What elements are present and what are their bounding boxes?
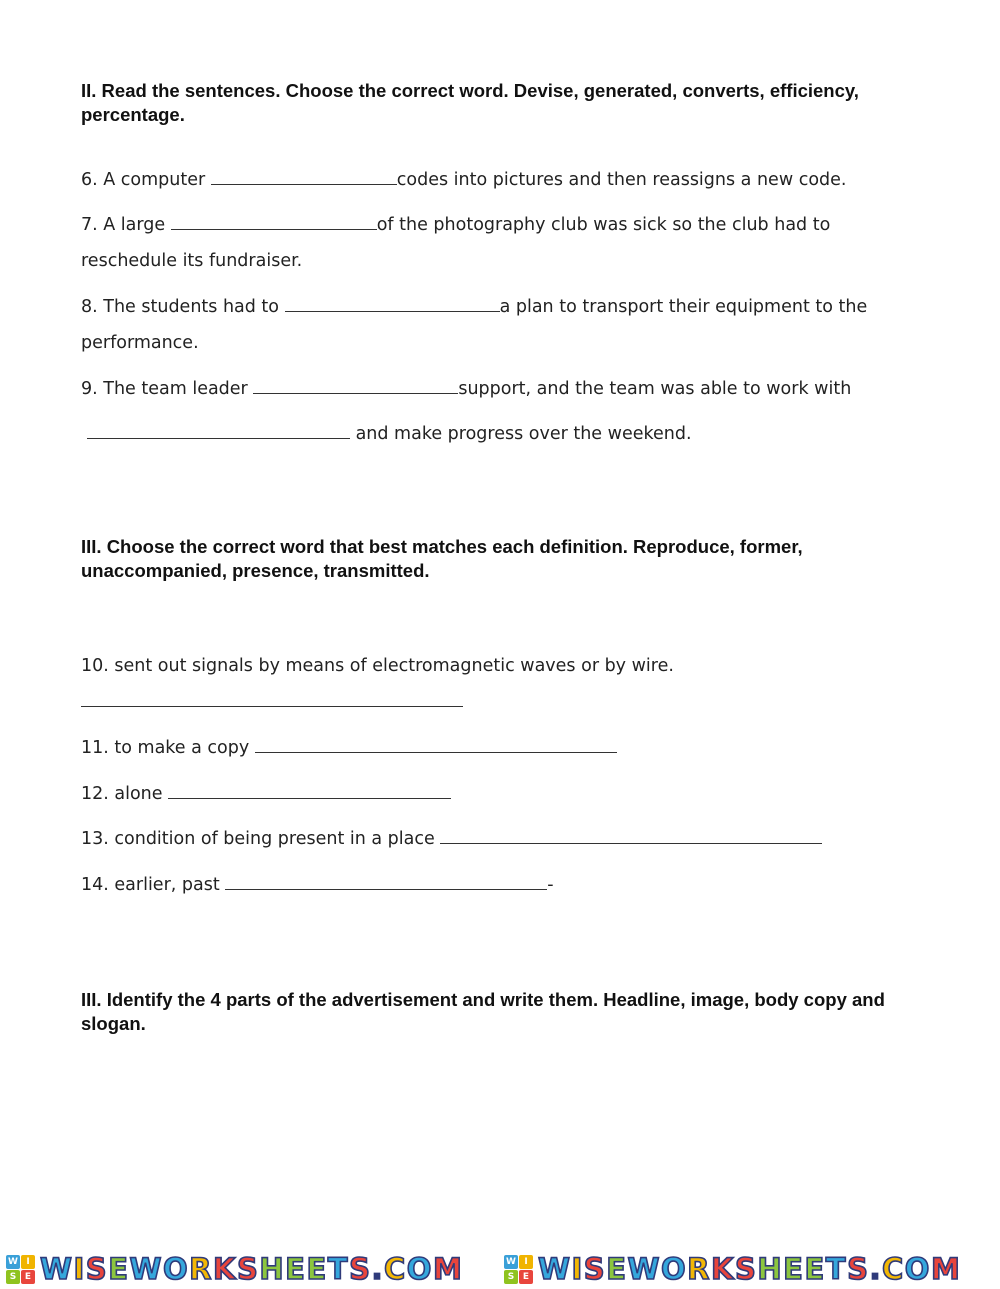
q9-text-continued: and make progress over the weekend. [350,424,692,444]
q9-answer-blank-1[interactable] [253,378,458,394]
section-2-heading: II. Read the sentences. Choose the correct word. Devise, generated, converts, efficiency, percentage. [81,80,859,125]
brand-letter: K [213,1252,237,1286]
brand-letter: W [627,1252,661,1286]
brand-letter: O [661,1252,688,1286]
brand-letter: S [583,1252,607,1286]
brand-letter: M [432,1252,464,1286]
logo-letter: S [504,1270,518,1284]
q11-text: 11. to make a copy [81,738,255,758]
q9-answer-blank-2[interactable] [87,423,350,439]
q8-text-after: a plan to transport their equipment to the [499,297,868,317]
brand-letter: H [259,1252,286,1286]
question-8-continued: performance. [81,333,199,353]
brand-letter: S [85,1252,109,1286]
brand-letter: E [783,1252,805,1286]
question-8 [81,295,867,319]
brand-letter: E [804,1252,826,1286]
q9-text-after: support, and the team was able to work with [458,379,852,399]
q7-text-after: of the photography club was sick so the club had to [376,215,831,235]
q11-answer-blank[interactable] [255,737,617,753]
question-9-continued [87,422,692,446]
brand-letter: W [40,1252,74,1286]
q14-answer-blank[interactable] [225,874,547,890]
q14-text-after: - [547,875,554,895]
q13-answer-blank[interactable] [440,828,822,844]
q12-text: 12. alone [81,784,169,804]
q14-text: 14. earlier, past [81,875,226,895]
question-10: 10. sent out signals by means of electromagnetic waves or by wire. [81,656,674,676]
q6-text-before: 6. A computer [81,170,211,190]
brand-letter: I [73,1252,86,1286]
question-13 [81,827,822,851]
brand-letter: C [384,1252,407,1286]
q12-answer-blank[interactable] [168,783,451,799]
logo-letter: I [519,1255,533,1269]
q6-text-after: codes into pictures and then reassigns a new code. [396,170,847,190]
q8-answer-blank[interactable] [285,296,500,312]
brand-letter: O [163,1252,190,1286]
wise-logo-icon [6,1255,35,1284]
footer-brand-right [504,1253,961,1285]
logo-letter: W [504,1255,518,1269]
brand-letter: E [306,1252,328,1286]
question-12 [81,782,451,806]
brand-letter: O [904,1252,931,1286]
logo-letter: E [519,1270,533,1284]
brand-letter: S [734,1252,758,1286]
question-10-answer-line [81,690,463,714]
brand-letter: E [285,1252,307,1286]
brand-letter: W [538,1252,572,1286]
q7-answer-blank[interactable] [171,214,377,230]
brand-letter: R [189,1252,213,1286]
brand-letter: . [869,1252,882,1286]
brand-letter: H [757,1252,784,1286]
logo-letter: I [21,1255,35,1269]
brand-letter: K [711,1252,735,1286]
logo-letter: E [21,1270,35,1284]
footer-brand-left [6,1253,463,1285]
brand-letter: E [108,1252,130,1286]
footer-watermark [0,1252,1000,1289]
q7-text-before: 7. A large [81,215,171,235]
question-11 [81,736,617,760]
brand-letter: O [406,1252,433,1286]
question-9 [81,377,851,401]
brand-letter: S [847,1252,870,1286]
brand-letter: T [825,1252,848,1286]
q9-text-before: 9. The team leader [81,379,254,399]
q10-answer-blank[interactable] [81,691,463,707]
question-14 [81,873,554,897]
question-7-continued: reschedule its fundraiser. [81,251,303,271]
brand-letter: W [129,1252,163,1286]
q13-text: 13. condition of being present in a place [81,829,441,849]
wise-logo-icon [504,1255,533,1284]
question-7 [81,213,830,237]
question-6 [81,168,846,192]
section-3-heading: III. Choose the correct word that best matches each definition. Reproduce, former, unaccompanied, presence, transmitted. [81,536,803,581]
section-4-heading: III. Identify the 4 parts of the advertisement and write them. Headline, image, body copy and slogan. [81,989,885,1034]
brand-letter: S [349,1252,372,1286]
brand-letter: T [327,1252,350,1286]
logo-letter: S [6,1270,20,1284]
brand-text [40,1253,463,1285]
logo-letter: W [6,1255,20,1269]
brand-letter: . [371,1252,384,1286]
brand-letter: E [606,1252,628,1286]
brand-letter: S [236,1252,260,1286]
brand-letter: C [882,1252,905,1286]
q6-answer-blank[interactable] [211,169,397,185]
brand-text [538,1253,961,1285]
brand-letter: I [571,1252,584,1286]
brand-letter: R [687,1252,711,1286]
brand-letter: M [930,1252,962,1286]
q8-text-before: 8. The students had to [81,297,285,317]
